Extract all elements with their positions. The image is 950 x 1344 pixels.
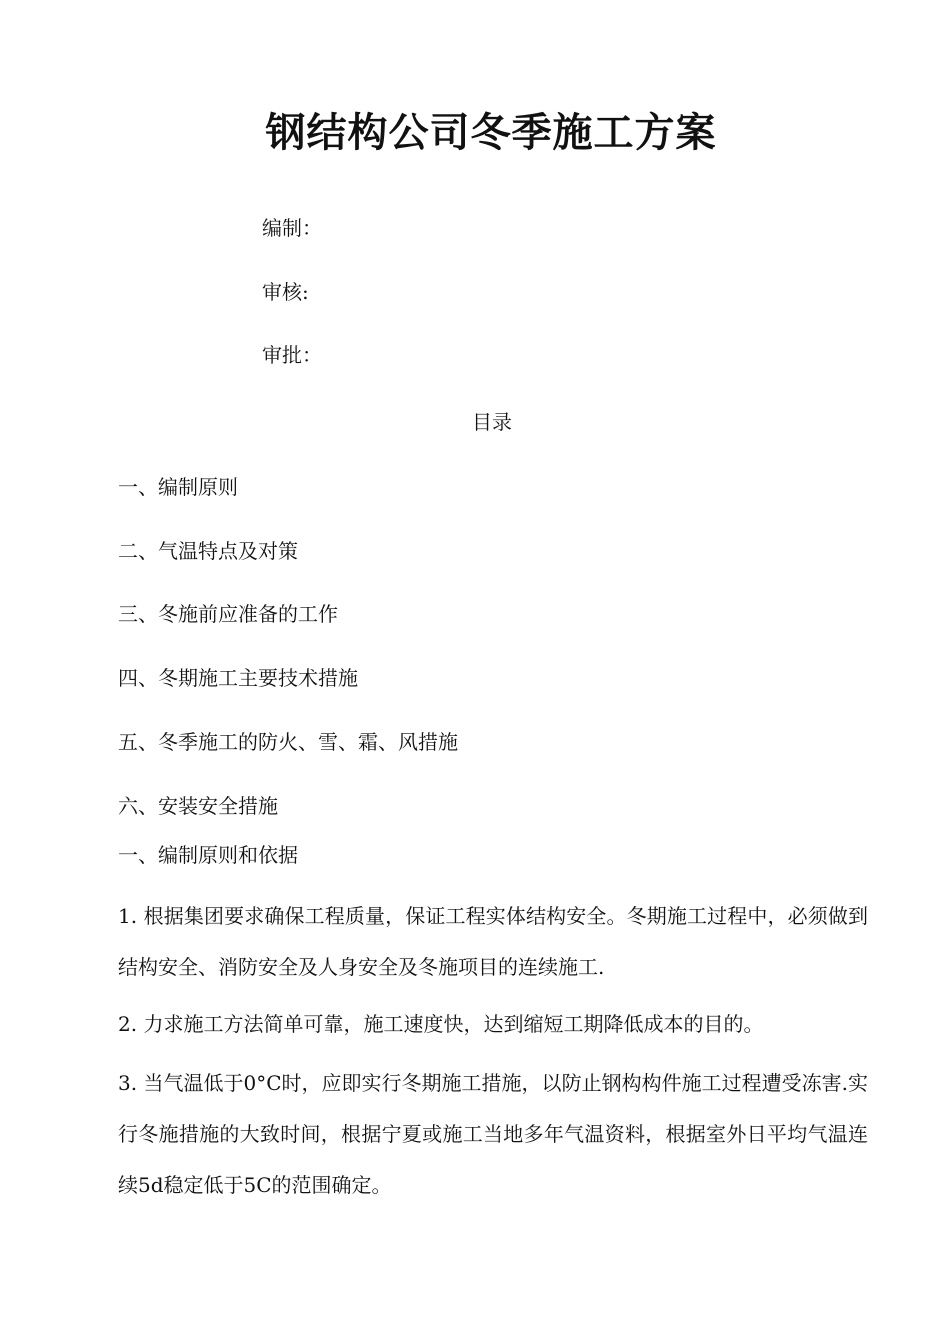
toc-item: 一、编制原则: [118, 475, 238, 499]
toc-item: 三、冬施前应准备的工作: [118, 602, 338, 626]
paragraph-3: 3. 当气温低于0°C时，应即实行冬期施工措施，以防止钢构构件施工过程遭受冻害.实行冬施措施的大致时间，根据宁夏或施工当地多年气温资料，根据室外日平均气温连续5d稳定低于5C的范围确定。: [118, 1071, 868, 1197]
paragraph-1: 1. 根据集团要求确保工程质量，保证工程实体结构安全。冬期施工过程中，必须做到结构安全、消防安全及人身安全及冬施项目的连续施工.: [118, 904, 868, 979]
toc-heading: 目录: [472, 410, 512, 434]
section-heading: 一、编制原则和依据: [118, 843, 298, 867]
toc-item: 二、气温特点及对策: [118, 539, 298, 563]
signoff-approved: 审批：: [262, 343, 322, 367]
document-title: 钢结构公司冬季施工方案: [265, 109, 717, 156]
signoff-reviewed: 审核:: [262, 280, 309, 304]
signoff-prepared: 编制：: [262, 216, 322, 240]
paragraph-2: 2. 力求施工方法简单可靠，施工速度快，达到缩短工期降低成本的目的。: [118, 1012, 764, 1036]
toc-item: 四、冬期施工主要技术措施: [118, 666, 358, 690]
toc-item: 五、冬季施工的防火、雪、霜、风措施: [118, 730, 458, 754]
toc-item: 六、安装安全措施: [118, 794, 278, 818]
